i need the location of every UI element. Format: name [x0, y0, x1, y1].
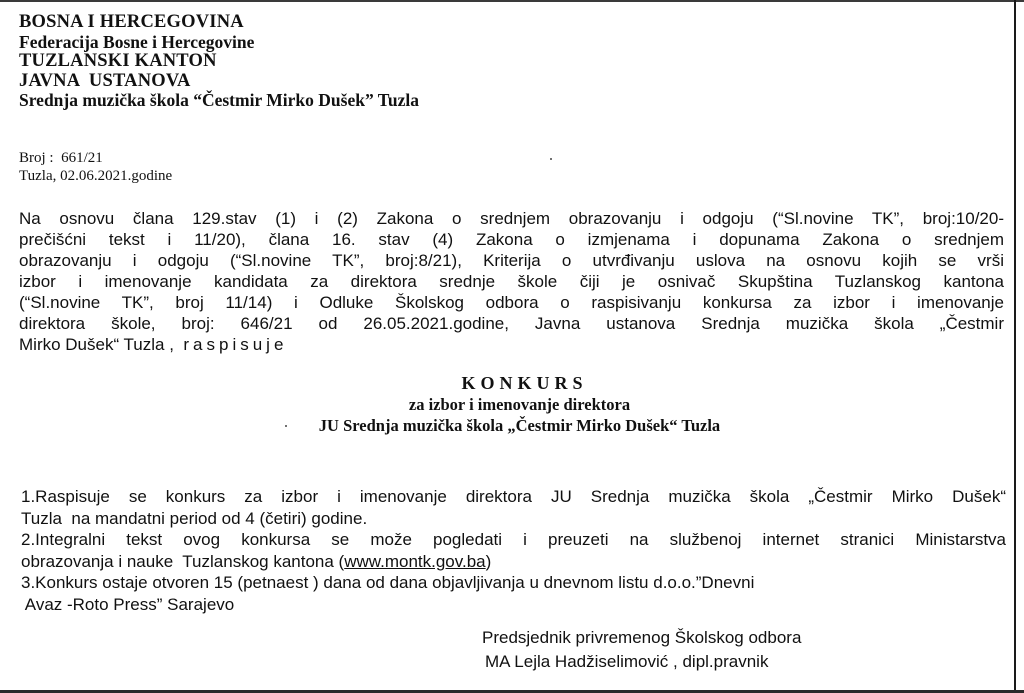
document-meta [19, 149, 172, 185]
document-number: Broj : 661/21 [19, 150, 103, 166]
letterhead-country: BOSNA I HERCEGOVINA [19, 12, 244, 32]
intro-line: (“Sl.novine TK”, broj 11/14) i Odluke Školskog odbora o raspisivanju konkursa za izbor i imenovanje [19, 293, 1004, 312]
signatory-name: MA Lejla Hadžiselimović , dipl.pravnik [485, 652, 769, 671]
konkurs-title: KONKURS [461, 373, 588, 393]
konkurs-school: JU Srednja muzička škola „Čestmir Mirko Dušek“ Tuzla [318, 416, 721, 435]
signatory-role: Predsjednik privremenog Školskog odbora [482, 628, 802, 647]
letterhead [19, 13, 719, 111]
item-2-line-1: 2.Integralni tekst ovog konkursa se može pogledati i preuzeti na službenoj internet stranici Ministarstva [21, 530, 1006, 549]
intro-line: izbor i imenovanje kandidata za direktora srednje škole čiji je osnivač Skupština Tuzlanskog kantona [19, 272, 1004, 291]
letterhead-federation: Federacija Bosne i Hercegovine [19, 31, 255, 52]
konkurs-items [21, 486, 1006, 615]
intro-line: prečišćni tekst i 11/20), člana 16. stav (4) Zakona o izmjenama i dopunama Zakona o srednjem [19, 230, 1004, 249]
item-3-line-1: 3.Konkurs ostaje otvoren 15 (petnaest ) dana od dana objavljivanja u dnevnom listu d.o.o.”Dnevni [21, 573, 755, 592]
raspisuje-word: raspisuje [183, 335, 288, 354]
ministry-website-link[interactable]: www.montk.gov.ba [344, 551, 486, 571]
item-2-text-end: ) [485, 551, 492, 571]
intro-line: Na osnovu člana 129.stav (1) i (2) Zakona o srednjem obrazovanju i odgoju (“Sl.novine TK”, broj:10/20- [19, 209, 1004, 228]
item-2-text: obrazovanja i nauke Tuzlanskog kantona ( [21, 551, 345, 571]
intro-line: obrazovanju i odgoju (“Sl.novine TK”, broj:8/21), Kriterija o utvrđivanju uslova na osnovu kojih se vrši [19, 251, 1004, 270]
document-date: Tuzla, 02.06.2021.godine [19, 168, 173, 184]
signature-block [482, 626, 801, 674]
intro-line-text: Mirko Dušek“ Tuzla , [19, 335, 184, 354]
konkurs-heading [0, 372, 1024, 436]
intro-paragraph [19, 208, 1004, 355]
letterhead-school-name: Srednja muzička škola “Čestmir Mirko Dušek” Tuzla [19, 90, 419, 110]
intro-line: direktora škole, broj: 646/21 od 26.05.2021.godine, Javna ustanova Srednja muzička škola „Čestmir [19, 314, 1004, 333]
scan-edge-right [1014, 0, 1016, 693]
item-3-line-2: Avaz -Roto Press” Sarajevo [21, 594, 235, 614]
letterhead-institution-type: JAVNA USTANOVA [19, 70, 191, 91]
scan-speck [285, 425, 287, 427]
scan-edge-top [0, 0, 1024, 2]
intro-line-last [19, 334, 1004, 355]
item-1-line-1: 1.Raspisuje se konkurs za izbor i imenovanje direktora JU Srednja muzička škola „Čestmir Mirko Dušek“ [21, 487, 1006, 506]
konkurs-subtitle: za izbor i imenovanje direktora [408, 395, 631, 414]
letterhead-canton: TUZLANSKI KANTON [19, 51, 217, 71]
item-1-line-2: Tuzla na mandatni period od 4 (četiri) godine. [21, 508, 368, 528]
item-2-line-2 [21, 551, 1006, 573]
scan-speck [550, 158, 552, 160]
